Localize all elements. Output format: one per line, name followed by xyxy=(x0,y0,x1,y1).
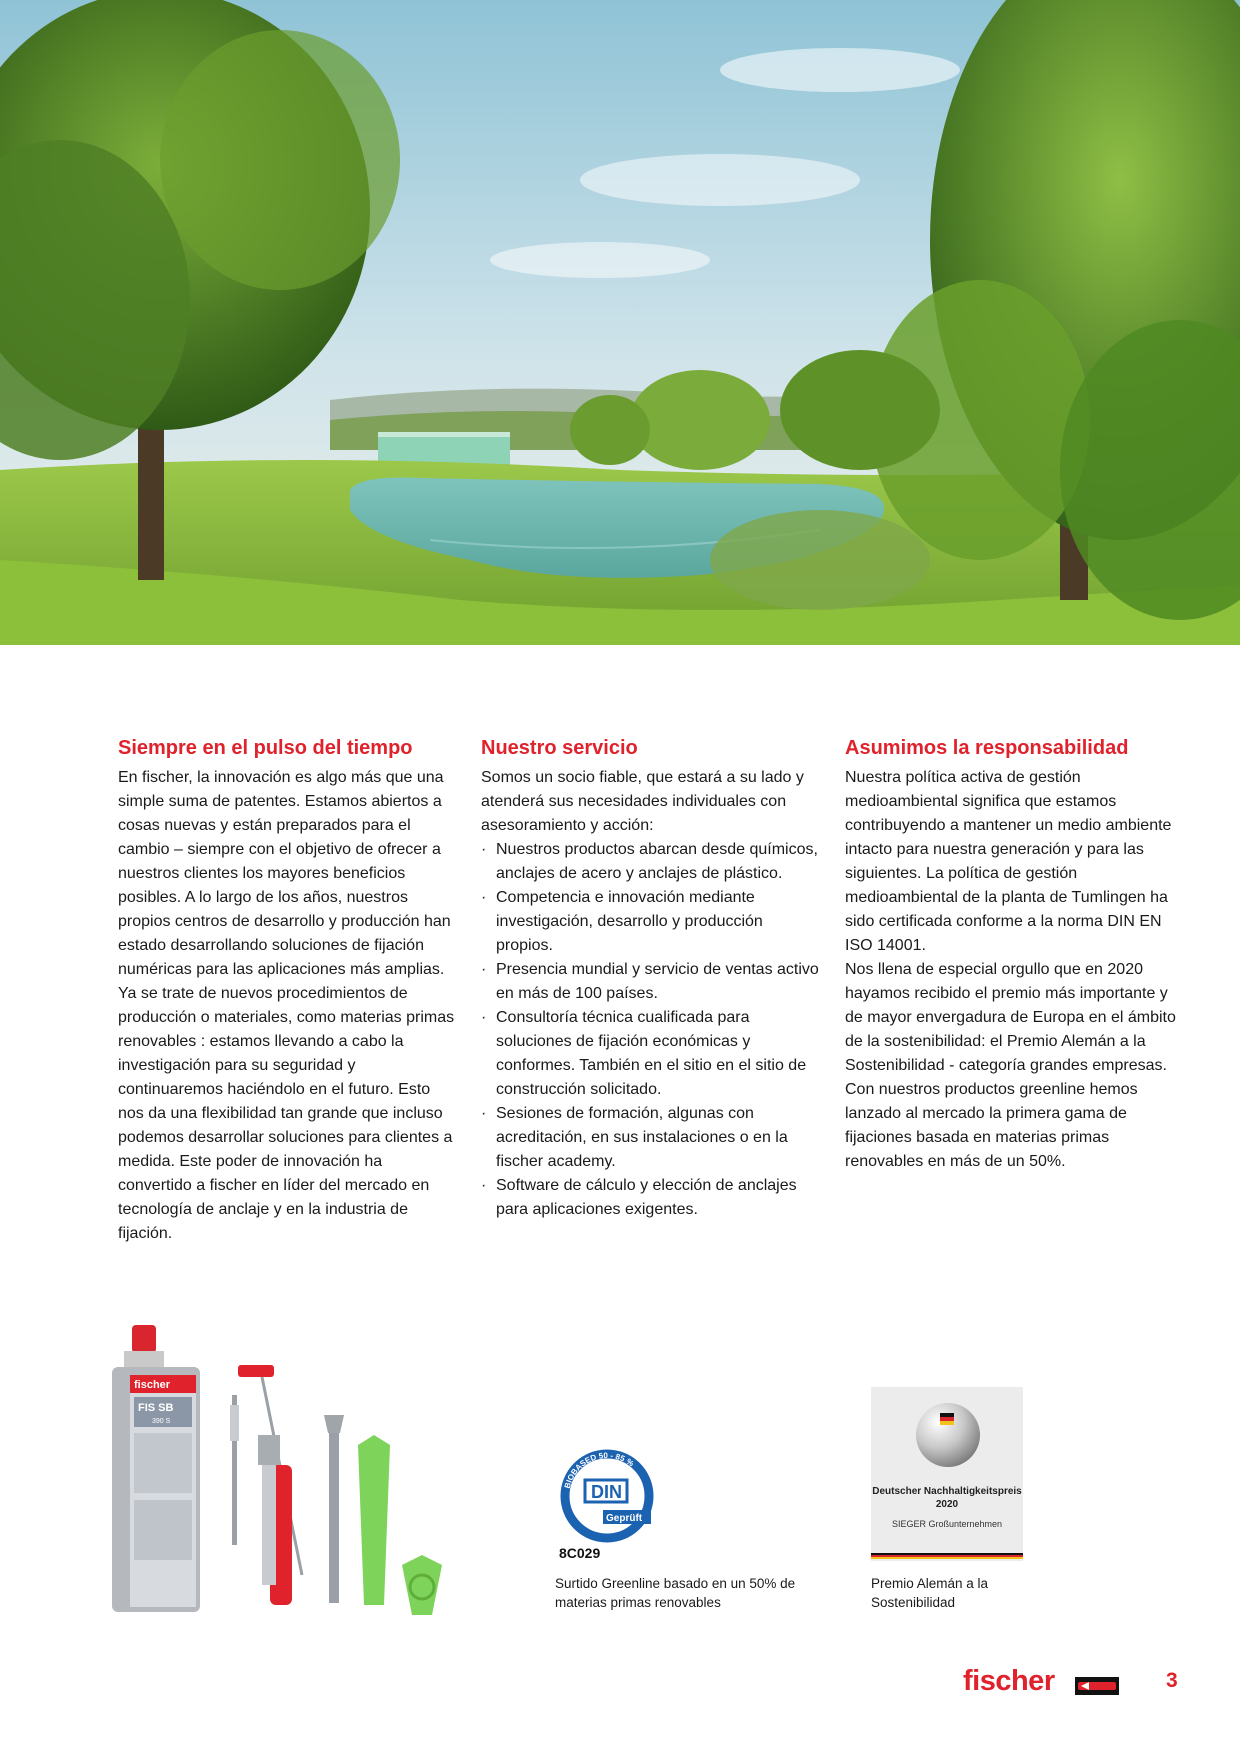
hero-landscape-image xyxy=(0,0,1240,645)
section-paragraph: Con nuestros productos greenline hemos lanzado al mercado la primera gama de fijaciones basada en materias primas renovables en más de un 50%. xyxy=(845,1081,1138,1170)
column-left xyxy=(118,736,458,1246)
award-title: Deutscher Nachhaltigkeitspreis 2020 xyxy=(872,1486,1022,1510)
section-intro-service: Somos un socio fiable, que estará a su lado y atenderá sus necesidades individuales con asesoramiento y acción: xyxy=(481,769,804,834)
list-item: · Presencia mundial y servicio de ventas activo en más de 100 países. xyxy=(481,961,819,1002)
section-title-responsibility: Asumimos la responsabilidad xyxy=(845,737,1129,759)
list-item: · Sesiones de formación, algunas con acreditación, en sus instalaciones o en la fischer academy. xyxy=(481,1105,788,1170)
award-logo xyxy=(871,1387,1023,1561)
landscape-illustration xyxy=(0,0,1240,645)
section-title-innovation: Siempre en el pulso del tiempo xyxy=(118,737,413,759)
list-item: · Consultoría técnica cualificada para soluciones de fijación económicas y conformes. También en el sitio en el sitio de construcción solicitado. xyxy=(481,1009,807,1098)
list-item: · Software de cálculo y elección de anclajes para aplicaciones exigentes. xyxy=(481,1177,797,1218)
cartridge-sub: 390 S xyxy=(152,1418,171,1425)
section-paragraph: Nos llena de especial orgullo que en 2020 hayamos recibido el premio más importante y de mayor envergadura de Europa en el ámbito de la sostenibilidad: el Premio Alemán a la Sostenibilidad - categoría grandes empresas. xyxy=(845,961,1176,1074)
section-paragraph: Nuestra política activa de gestión medioambiental significa que estamos contribuyendo a mantener un medio ambiente intacto para nuestra generación y para las siguientes. La política de gestión medioambiental de la planta de Tumlingen ha sido certificada conforme a la norma DIN EN ISO 14001. xyxy=(845,769,1172,954)
din-geprueft-seal xyxy=(555,1430,655,1565)
cartridge-brand: fischer xyxy=(134,1379,171,1391)
caption-greenline: Surtido Greenline basado en un 50% de materias primas renovables xyxy=(555,1576,796,1610)
din-seal-arc-text: BIOBASED 50 - 85 % xyxy=(562,1450,636,1490)
award-sphere-icon xyxy=(913,1399,983,1471)
din-register-code: 8C029 xyxy=(559,1545,601,1561)
din-geprueft-text: Geprüft xyxy=(606,1513,643,1524)
caption-award: Premio Alemán a la Sostenibilidad xyxy=(871,1576,989,1610)
service-list xyxy=(481,838,821,1222)
section-body-innovation: En fischer, la innovación es algo más que una simple suma de patentes. Estamos abiertos a cosas nuevas y están preparados para el cambio – siempre con el objetivo de ofrecer a nuestros clientes los mayores beneficios posibles. A lo largo de los años, nuestros propios centros de desarrollo y producción han estado desarrollando soluciones de fijación numéricas para las aplicaciones más amplias. Ya se trate de nuevos procedimientos de producción o materiales, como materias primas renovables : estamos llevando a cabo la investigación para su seguridad y continuaremos haciéndolo en el futuro. Esto nos da una flexibilidad tan grande que incluso podemos desarrollar soluciones para clientes a medida. Este poder de innovación ha convertido a fischer en líder del mercado en tecnología de anclaje y en la industria de fijación. xyxy=(118,769,455,1242)
section-title-service: Nuestro servicio xyxy=(481,737,638,759)
cartridge-name: FIS SB xyxy=(138,1402,174,1414)
column-right xyxy=(845,736,1185,1174)
page-number: 3 xyxy=(1166,1669,1178,1692)
fischer-logo-mark-icon xyxy=(1075,1675,1119,1697)
fischer-logo: fischer xyxy=(963,1665,1055,1697)
greenline-products-image xyxy=(112,1325,492,1615)
din-logo-text: DIN xyxy=(591,1482,622,1502)
list-item: · Competencia e innovación mediante investigación, desarrollo y producción propios. xyxy=(481,889,763,954)
award-subtitle: SIEGER Großunternehmen xyxy=(891,1519,1003,1529)
column-middle xyxy=(481,736,821,1222)
list-item: · Nuestros productos abarcan desde químicos, anclajes de acero y anclajes de plástico. xyxy=(481,841,818,882)
